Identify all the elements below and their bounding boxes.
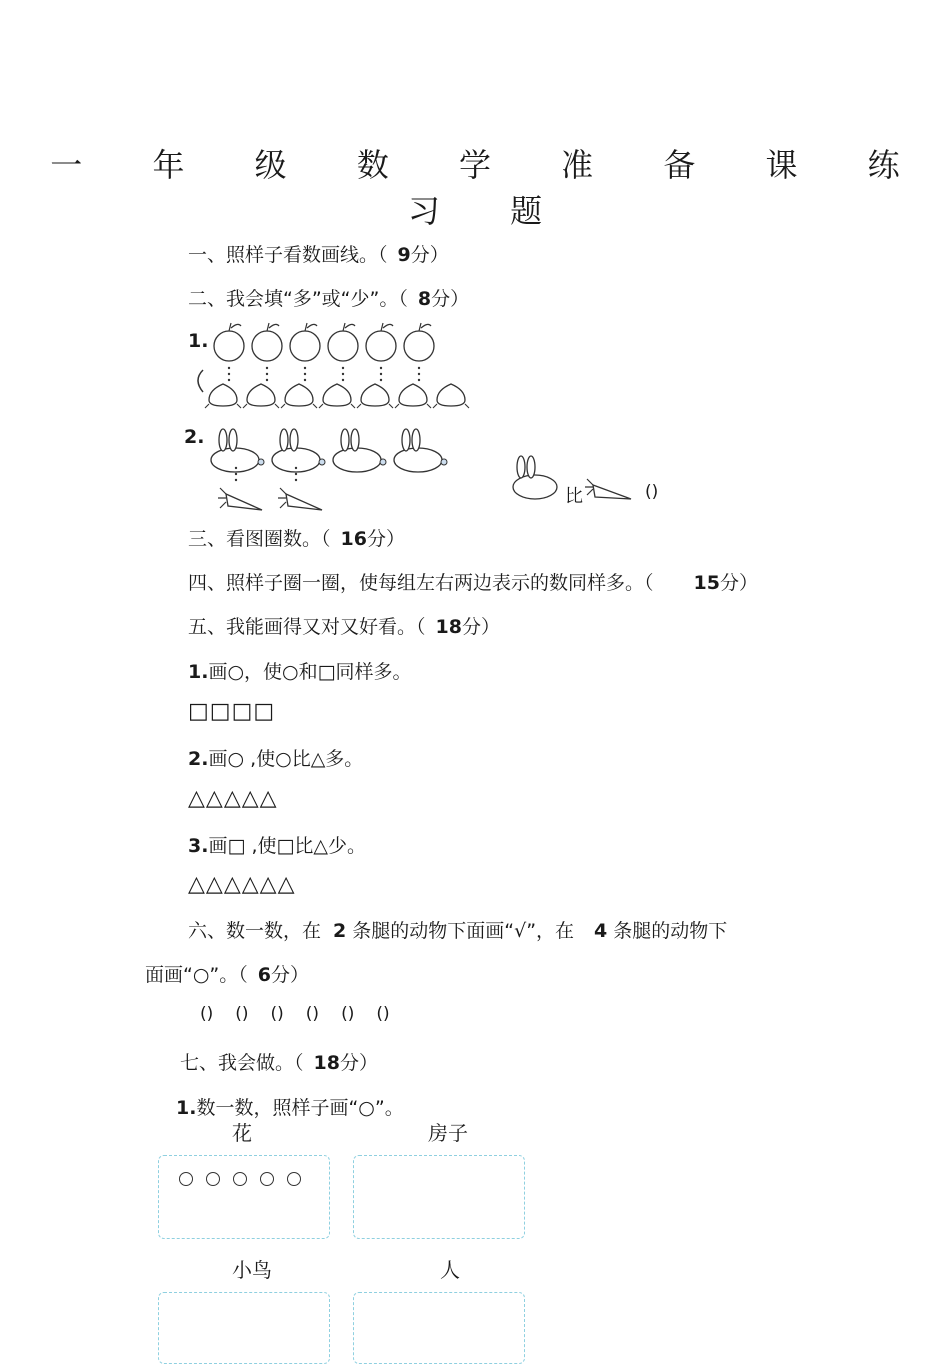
answer-paren[interactable]: ()	[341, 1004, 355, 1024]
answer-box-bird[interactable]	[158, 1292, 330, 1364]
s5-q3-text: 画□ ,使□比△少。	[208, 835, 367, 857]
apple-icon	[290, 323, 320, 381]
section-6-line-1	[188, 916, 727, 943]
s5-question-1	[188, 657, 412, 684]
compare-answer-paren[interactable]: ()	[645, 482, 659, 502]
s5-q1-text: 画○，使○和□同样多。	[208, 661, 412, 683]
s5-q2-shapes: △△△△△	[188, 786, 278, 811]
s5-question-3	[188, 831, 366, 858]
section-4	[188, 568, 758, 595]
s5-q2-num: 2.	[188, 748, 209, 770]
section-2-tail: 分）	[431, 288, 470, 310]
section-5-text: 五、我能画得又对又好看。（	[188, 616, 426, 638]
circle-icon	[260, 1172, 274, 1186]
section-4-score: 15	[693, 572, 720, 594]
section-4-tail: 分）	[719, 572, 758, 594]
apple-icon	[366, 323, 396, 381]
carrot-icon	[278, 467, 322, 510]
s6-answer-parens	[200, 1004, 412, 1024]
rabbit-icon	[272, 429, 325, 472]
label-person: 人	[440, 1258, 460, 1282]
answer-box-house[interactable]	[353, 1155, 525, 1239]
s6-line1-mid: 条腿的动物下面画“√”，在	[352, 920, 575, 942]
s5-q1-num: 1.	[188, 661, 209, 683]
s6-two: 2	[333, 920, 347, 942]
answer-paren[interactable]: ()	[270, 1004, 284, 1024]
label-house: 房子	[428, 1121, 468, 1145]
section-1-tail: 分）	[410, 244, 449, 266]
fruit-illustration	[185, 320, 485, 420]
rabbit-illustration	[200, 420, 460, 520]
section-6-score: 6	[257, 964, 271, 986]
section-7	[180, 1048, 378, 1075]
peach-icon	[357, 384, 393, 408]
item-2-label: 2.	[184, 426, 205, 448]
section-5-score: 18	[435, 616, 462, 638]
rabbit-compare-icon	[505, 455, 565, 505]
s7-q1-text: 数一数，照样子画“○”。	[196, 1097, 404, 1119]
section-5	[188, 612, 500, 639]
s5-question-2	[188, 744, 363, 771]
section-2-text: 二、我会填“多”或“少”。（	[188, 288, 408, 310]
s6-line2-start: 面画“○”。（	[145, 964, 248, 986]
circle-icon	[179, 1172, 193, 1186]
rabbit-icon	[211, 429, 264, 472]
circle-icon	[206, 1172, 220, 1186]
s6-line1-end: 条腿的动物下	[613, 920, 728, 942]
peach-icon	[243, 384, 279, 408]
compare-word: 比	[565, 486, 583, 507]
section-3-tail: 分）	[366, 528, 405, 550]
answer-paren[interactable]: ()	[376, 1004, 390, 1024]
peach-icon	[395, 384, 431, 408]
label-flower: 花	[232, 1121, 252, 1145]
s6-line1-start: 六、数一数，在	[188, 920, 322, 942]
section-6-line-2	[145, 960, 309, 987]
answer-paren[interactable]: ()	[305, 1004, 320, 1024]
section-3-text: 三、看图圈数。（	[188, 528, 331, 550]
section-7-tail: 分）	[339, 1052, 378, 1074]
curl-icon	[198, 370, 203, 392]
section-1-text: 一、照样子看数画线。（	[188, 244, 388, 266]
item-1-label: 1.	[188, 330, 209, 352]
rabbit-icon	[394, 429, 447, 472]
answer-paren[interactable]: ()	[235, 1004, 249, 1024]
section-1	[188, 240, 449, 267]
label-bird: 小鸟	[232, 1258, 272, 1282]
section-7-score: 18	[313, 1052, 340, 1074]
s5-q3-shapes: △△△△△△	[188, 872, 296, 897]
peach-icon	[281, 384, 317, 408]
section-7-text: 七、我会做。（	[180, 1052, 304, 1074]
s7-question-1	[176, 1093, 404, 1120]
rabbit-icon	[333, 429, 386, 472]
s6-four: 4	[594, 920, 608, 942]
apple-icon	[328, 323, 358, 381]
page-title: 一 年 级 数 学 准 备 课 练 习 题	[50, 146, 930, 230]
peach-icon	[205, 384, 241, 408]
answer-paren[interactable]: ()	[200, 1004, 214, 1024]
s5-q1-shapes: □□□□	[188, 699, 276, 724]
s5-q2-text: 画○ ,使○比△多。	[208, 748, 364, 770]
answer-box-flower[interactable]	[158, 1155, 330, 1239]
apple-icon	[252, 323, 282, 381]
answer-box-person[interactable]	[353, 1292, 525, 1364]
section-3-score: 16	[340, 528, 367, 550]
section-2-score: 8	[417, 288, 432, 310]
circle-icon	[233, 1172, 247, 1186]
example-circles	[179, 1171, 314, 1190]
apple-icon	[404, 323, 434, 381]
s7-q1-num: 1.	[176, 1097, 197, 1119]
peach-icon	[433, 384, 469, 408]
apple-icon	[214, 323, 244, 381]
section-4-text: 四、照样子圈一圈，使每组左右两边表示的数同样多。（	[188, 572, 654, 594]
peach-icon	[319, 384, 355, 408]
circle-icon	[287, 1172, 301, 1186]
s5-q3-num: 3.	[188, 835, 209, 857]
section-3	[188, 524, 405, 551]
section-6-tail: 分）	[271, 964, 310, 986]
section-1-score: 9	[397, 244, 411, 266]
section-5-tail: 分）	[461, 616, 500, 638]
carrot-icon	[218, 467, 262, 510]
carrot-compare-icon	[585, 475, 635, 505]
section-2	[188, 284, 469, 311]
